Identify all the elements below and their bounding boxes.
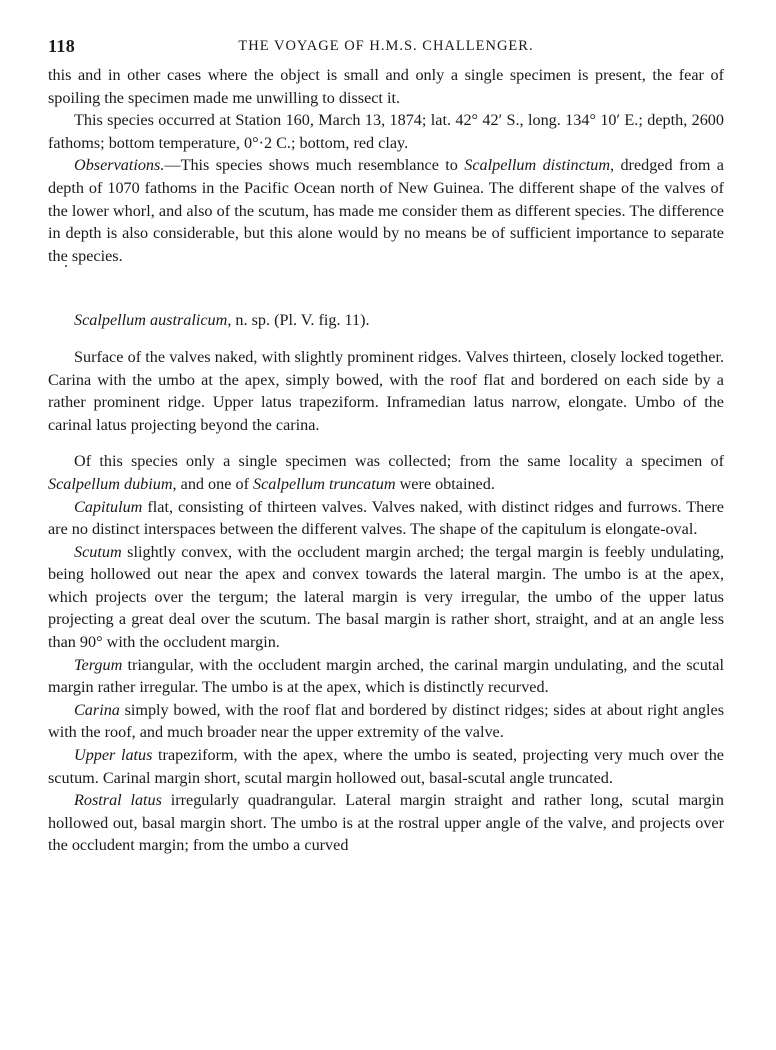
paragraph-upper-latus (48, 744, 724, 789)
paragraph-text: slightly convex, with the occludent margin arched; the tergal margin is feebly undulating, being hollowed out near the apex and convex towards the lateral margin. The umbo is at the apex, which projects over the tergum; the lateral margin is very irregular, the umbo of the upper latus projecting a great deal over the scutum. The basal margin is rather short, straight, and at an angle less than 90° with the occludent margin. (48, 542, 724, 652)
paragraph-observations (48, 154, 724, 267)
page-number: 118 (48, 36, 76, 56)
paragraph-carina (48, 699, 724, 744)
paragraph-text: were obtained. (395, 474, 495, 493)
species-name: Scalpellum australicum (74, 311, 228, 330)
paragraph-station (48, 109, 724, 154)
paragraph-rostral-latus (48, 789, 724, 857)
species-name: Scalpellum dubium (48, 474, 173, 493)
species-name: Scalpellum truncatum (253, 474, 396, 493)
paragraph-text: Of this species only a single specimen was collected; from the same locality a specimen of (74, 452, 724, 471)
paragraph-text: trapeziform, with the apex, where the umbo is seated, projecting very much over the scutum. Carinal margin short, scutal margin hollowed out, basal-scutal angle truncated. (48, 746, 724, 787)
paragraph-tergum (48, 654, 724, 699)
paragraph-diagnosis (48, 346, 724, 436)
paragraph-scutum (48, 541, 724, 654)
species-name: Scalpellum distinctum (464, 156, 611, 175)
stray-mark (65, 265, 67, 267)
paragraph-continuation (48, 64, 724, 109)
paragraph-text: this and in other cases where the object is small and only a single specimen is present, the fear of spoiling the specimen made me unwilling to dissect it. (48, 66, 724, 107)
run-in-heading: Carina (74, 700, 120, 719)
running-head (48, 36, 724, 64)
paragraph-locality (48, 450, 724, 495)
run-in-heading: Observations. (74, 156, 165, 175)
paragraph-text: —This species shows much resemblance to (164, 156, 465, 175)
run-in-heading: Scutum (74, 542, 122, 561)
species-heading (48, 309, 724, 332)
paragraph-text: irregularly quadrangular. Lateral margin straight and rather long, scutal margin hollowed out, basal margin short. The umbo is at the rostral upper angle of the valve, and projects over the occludent margin; from the umbo a curved (48, 791, 724, 855)
page (48, 36, 724, 857)
paragraph-text: , dredged from a depth of 1070 fathoms in the Pacific Ocean north of New Guinea. The different shape of the valves of the lower whorl, and also of the scutum, has made me consider them as different species. The difference in depth is also considerable, but this alone would by no means be of sufficient importance to separate the species. (48, 156, 724, 265)
paragraph-text: simply bowed, with the roof flat and bordered by distinct ridges; sides at about right angles with the roof, and much broader near the upper extremity of the valve. (48, 700, 724, 742)
paragraph-text: flat, consisting of thirteen valves. Valves naked, with distinct ridges and furrows. There are no distinct interspaces between the different valves. The shape of the capitulum is elongate-oval. (48, 497, 724, 539)
paragraph-text: triangular, with the occludent margin arched, the carinal margin undulating, and the scutal margin rather irregular. The umbo is at the apex, which is distinctly recurved. (48, 655, 724, 697)
species-heading-rest: , n. sp. (Pl. V. fig. 11). (227, 311, 370, 330)
running-title: THE VOYAGE OF H.M.S. CHALLENGER. (238, 38, 534, 54)
paragraph-capitulum (48, 496, 724, 541)
run-in-heading: Capitulum (74, 497, 143, 516)
run-in-heading: Rostral latus (74, 791, 162, 810)
paragraph-text: , and one of (172, 474, 254, 493)
paragraph-text: This species occurred at Station 160, March 13, 1874; lat. 42° 42′ S., long. 134° 10′ E.; depth, 2600 fathoms; bottom temperature, 0°·2 C.; bottom, red clay. (48, 111, 724, 152)
run-in-heading: Tergum (74, 655, 123, 674)
paragraph-text: Surface of the valves naked, with slightly prominent ridges. Valves thirteen, closely locked together. Carina with the umbo at the apex, simply bowed, with the roof flat and bordered on each side by a rather prominent ridge. Upper latus trapeziform. Inframedian latus narrow, elongate. Umbo of the carinal latus projecting beyond the carina. (48, 347, 724, 434)
run-in-heading: Upper latus (74, 746, 153, 765)
